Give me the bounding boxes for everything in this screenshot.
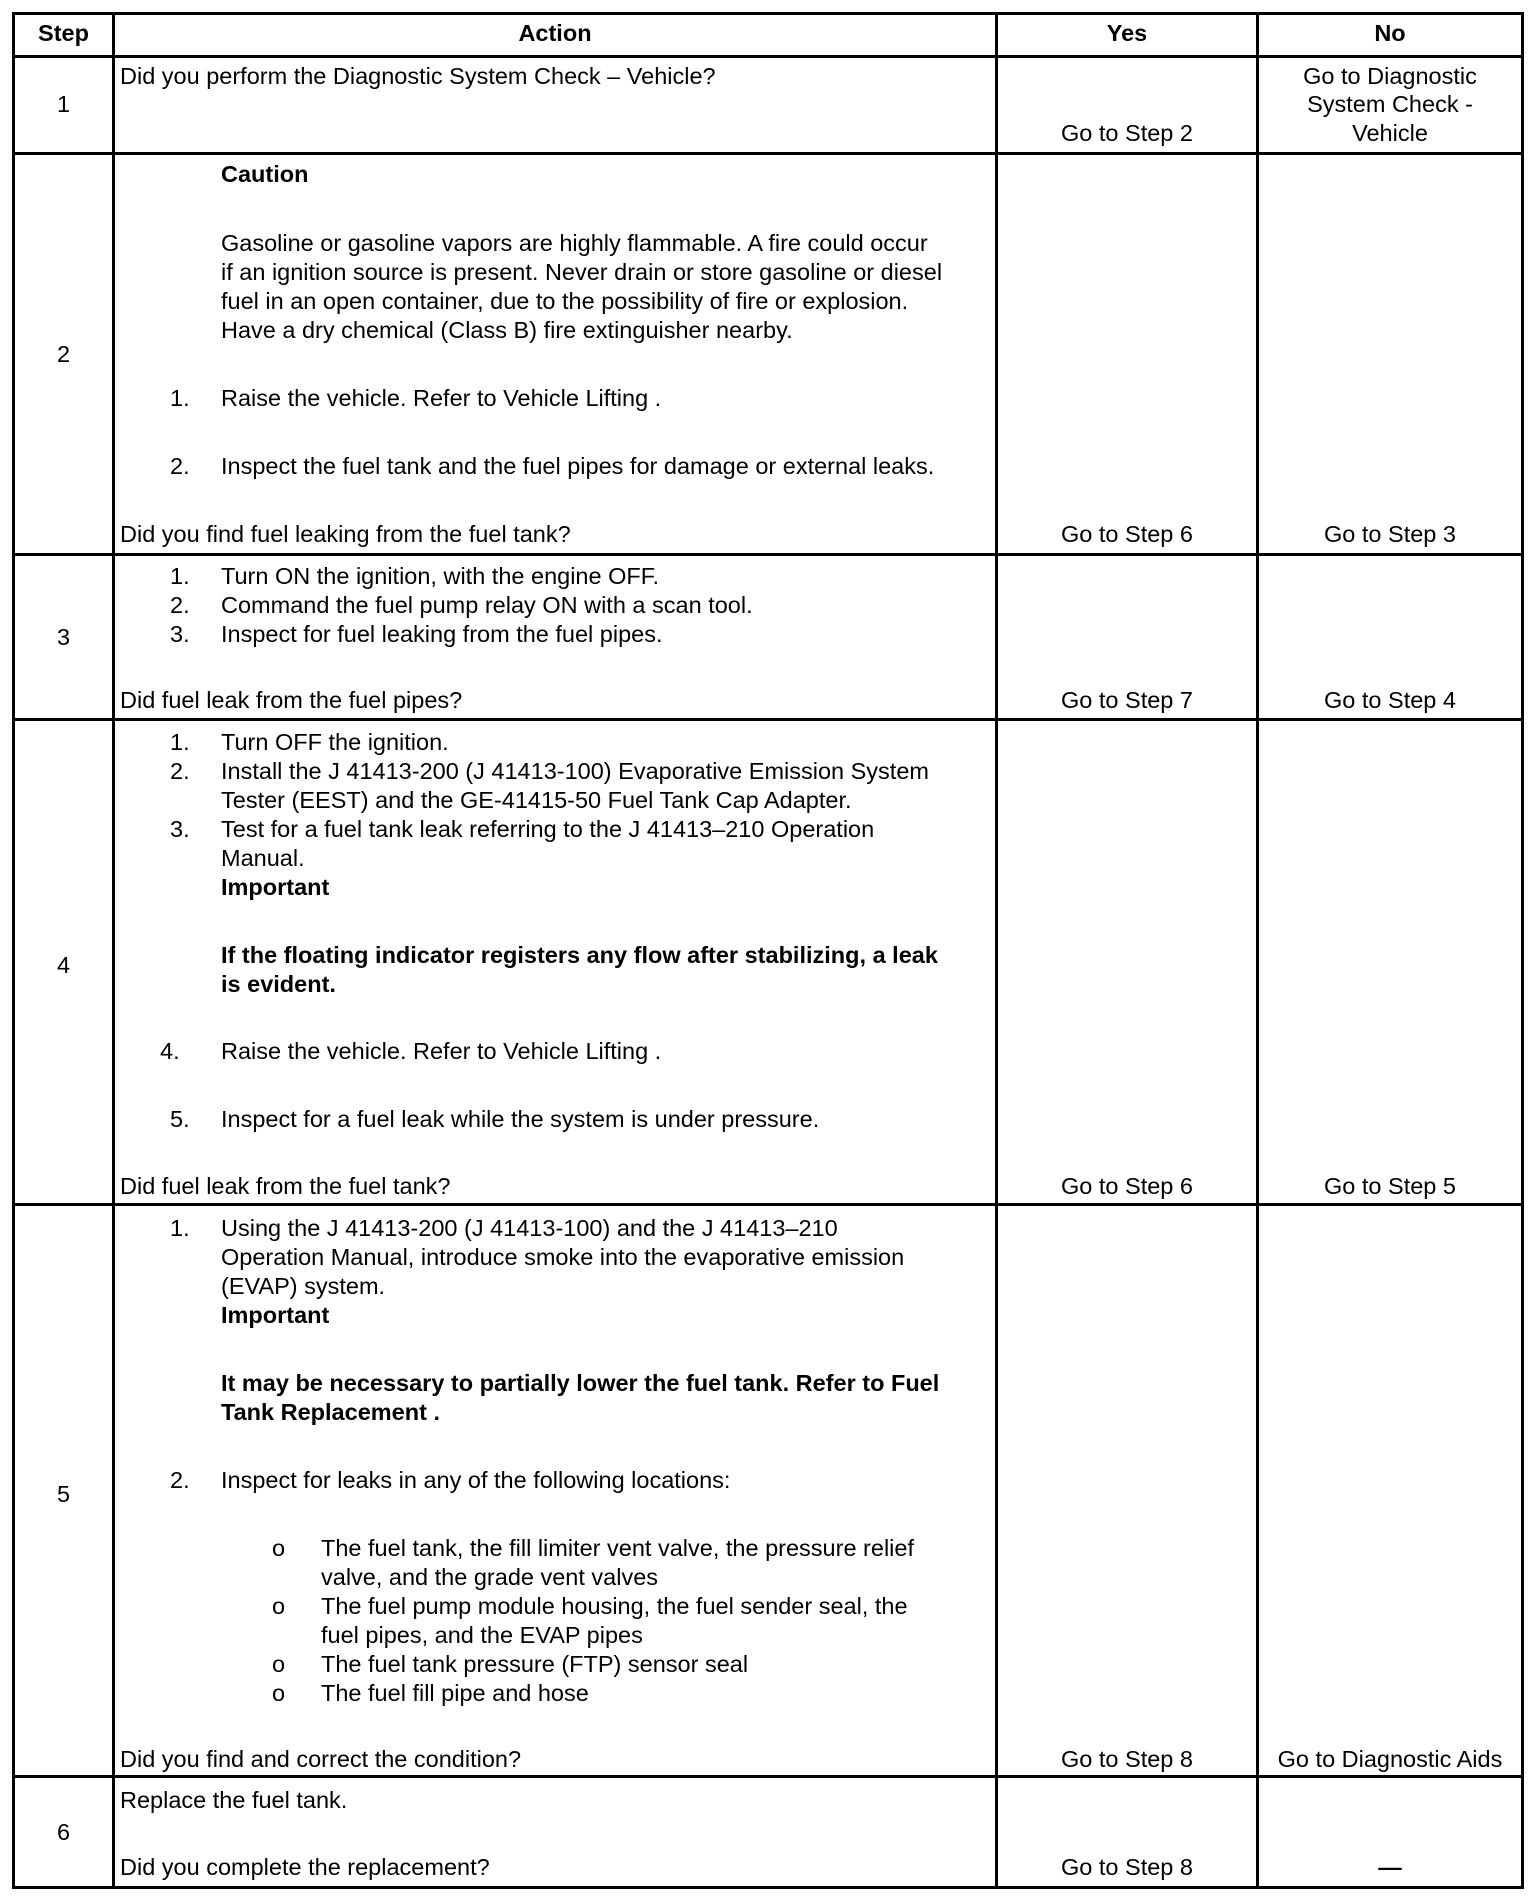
bullet-icon: o [272,1535,286,1561]
caution-text: Have a dry chemical (Class B) fire extinguisher nearby. [221,317,793,343]
item-text: Install the J 41413-200 (J 41413-100) Evaporative Emission System [221,758,929,784]
item-number: 2. [170,1467,190,1493]
important-text: It may be necessary to partially lower the fuel tank. Refer to Fuel [221,1370,940,1396]
row-divider [12,718,1524,721]
item-number: 1. [170,729,190,755]
bullet-icon: o [272,1680,286,1706]
item-number: 1. [170,563,190,589]
step-number: 4 [56,952,71,978]
item-text: Inspect the fuel tank and the fuel pipes for damage or external leaks. [221,453,935,479]
yes-action: Go to Step 7 [1061,687,1193,713]
important-title: Important [221,1302,330,1328]
yes-action: Go to Step 6 [1061,1173,1193,1199]
item-number: 5. [170,1106,190,1132]
step-question: Did fuel leak from the fuel pipes? [120,687,463,713]
caution-text: Gasoline or gasoline vapors are highly flammable. A fire could occur [221,230,928,256]
bullet-text: The fuel pump module housing, the fuel sender seal, the [321,1593,908,1619]
no-action: Go to Step 4 [1324,687,1456,713]
item-text: Raise the vehicle. Refer to Vehicle Lifting . [221,385,662,411]
item-text: Command the fuel pump relay ON with a scan tool. [221,592,753,618]
row-divider [12,1203,1524,1206]
step-question: Did fuel leak from the fuel tank? [120,1173,451,1199]
bullet-text: fuel pipes, and the EVAP pipes [321,1622,643,1648]
item-text: Inspect for fuel leaking from the fuel pipes. [221,621,663,647]
caution-title: Caution [221,161,309,187]
no-action: — [1378,1854,1402,1880]
item-text: Turn ON the ignition, with the engine OFF. [221,563,660,589]
bullet-icon: o [272,1593,286,1619]
header-step: Step [38,20,89,46]
item-text: Inspect for leaks in any of the following locations: [221,1467,731,1493]
row-divider [12,152,1524,155]
step-number: 2 [56,341,71,367]
item-text: Turn OFF the ignition. [221,729,449,755]
yes-action: Go to Step 2 [1061,120,1193,146]
bullet-text: The fuel tank, the fill limiter vent valve, the pressure relief [321,1535,914,1561]
step-number: 5 [56,1481,71,1507]
yes-action: Go to Step 6 [1061,521,1193,547]
item-number: 3. [170,816,190,842]
item-text: Raise the vehicle. Refer to Vehicle Lifting . [221,1038,662,1064]
caution-text: fuel in an open container, due to the possibility of fire or explosion. [221,288,909,314]
item-number: 3. [170,621,190,647]
important-text: is evident. [221,971,336,997]
item-number: 2. [170,453,190,479]
no-action: Go to Step 5 [1324,1173,1456,1199]
column-divider [1256,12,1259,1889]
item-number: 1. [170,1215,190,1241]
caution-text: if an ignition source is present. Never drain or store gasoline or diesel [221,259,943,285]
item-text: Operation Manual, introduce smoke into the evaporative emission [221,1244,905,1270]
bullet-text: The fuel fill pipe and hose [321,1680,589,1706]
header-no: No [1374,20,1406,46]
step-question: Did you find and correct the condition? [120,1746,522,1772]
item-text: Test for a fuel tank leak referring to the J 41413–210 Operation [221,816,875,842]
header-yes: Yes [1106,20,1148,46]
item-number: 4. [160,1038,180,1064]
item-number: 2. [170,758,190,784]
yes-action: Go to Step 8 [1061,1746,1193,1772]
column-divider [112,12,115,1889]
item-number: 1. [170,385,190,411]
column-divider [995,12,998,1889]
bullet-text: valve, and the grade vent valves [321,1564,659,1590]
important-text: Tank Replacement . [221,1399,440,1425]
step-question: Did you perform the Diagnostic System Check – Vehicle? [120,63,716,89]
no-action: Go to Step 3 [1324,521,1456,547]
item-text: Tester (EEST) and the GE-41415-50 Fuel Tank Cap Adapter. [221,787,852,813]
bullet-text: The fuel tank pressure (FTP) sensor seal [321,1651,749,1677]
no-action: Go to Diagnostic [1303,63,1477,89]
row-divider [12,55,1524,58]
bullet-icon: o [272,1651,286,1677]
item-number: 2. [170,592,190,618]
row-divider [12,1775,1524,1778]
no-action: System Check - [1307,91,1473,117]
item-text: Using the J 41413-200 (J 41413-100) and the J 41413–210 [221,1215,838,1241]
no-action: Go to Diagnostic Aids [1277,1746,1503,1772]
important-text: If the floating indicator registers any flow after stabilizing, a leak [221,942,938,968]
no-action: Vehicle [1352,120,1428,146]
header-action: Action [518,20,592,46]
item-text: (EVAP) system. [221,1273,386,1299]
step-number: 6 [56,1819,71,1845]
item-text: Manual. [221,845,305,871]
step-action: Replace the fuel tank. [120,1787,348,1813]
table-border [1521,12,1524,1889]
important-title: Important [221,874,330,900]
step-number: 3 [56,624,71,650]
item-text: Inspect for a fuel leak while the system is under pressure. [221,1106,820,1132]
step-question: Did you find fuel leaking from the fuel tank? [120,521,571,547]
step-question: Did you complete the replacement? [120,1854,490,1880]
row-divider [12,553,1524,556]
yes-action: Go to Step 8 [1061,1854,1193,1880]
table-border [12,1886,1524,1889]
table-border [12,12,1524,15]
step-number: 1 [56,91,71,117]
